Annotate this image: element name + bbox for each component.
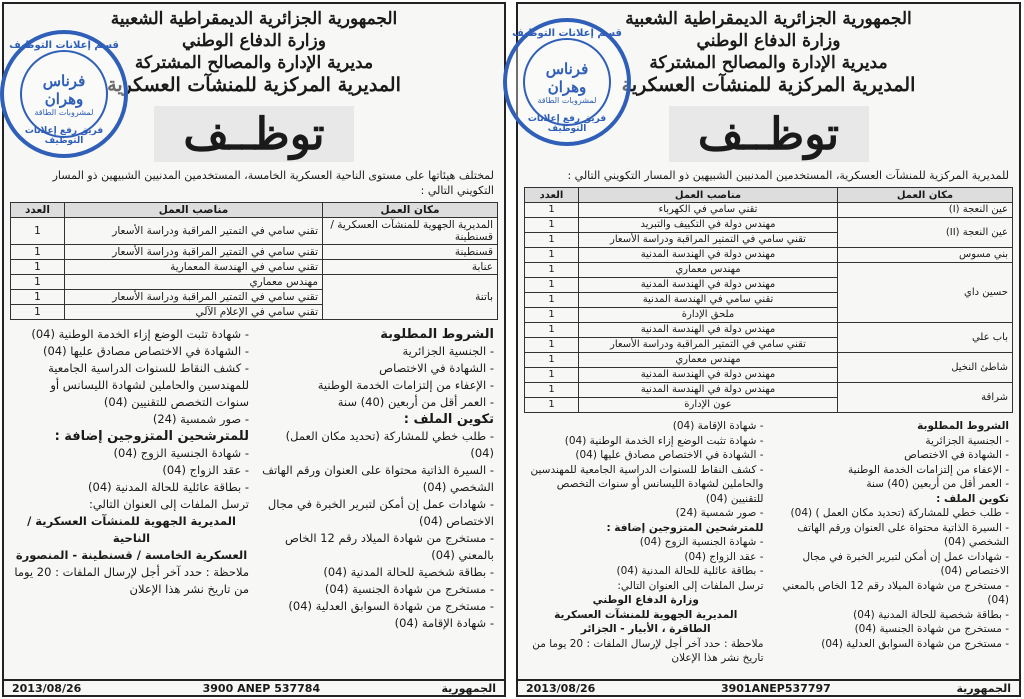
stamp-inner: [20, 50, 108, 138]
cell-count: 1: [11, 290, 65, 305]
table-row: [525, 323, 1013, 338]
cell-job: مهندس دولة في الهندسة المدنية: [579, 278, 838, 293]
cell-job: تقني سامي في التمتير المراقبة ودراسة الأسعار: [579, 338, 838, 353]
table-row: [525, 218, 1013, 233]
cell-location: باتنة: [323, 275, 498, 320]
condition-item: - الجنسية الجزائرية: [402, 344, 494, 358]
cell-count: 1: [525, 263, 579, 278]
ministry-line: وزارة الدفاع الوطني: [182, 31, 326, 51]
cell-location: عين النعجة (II): [838, 218, 1013, 248]
requirements-column-1: [774, 419, 1010, 666]
positions-table: [524, 187, 1013, 413]
cell-count: 1: [525, 248, 579, 263]
send-line: ترسل الملفات إلى العنوان التالي:: [88, 497, 249, 511]
married-item: - شهادة الجنسية الزوج (04): [113, 446, 249, 460]
footer-date: 2013/08/26: [12, 681, 82, 695]
cell-count: 1: [525, 338, 579, 353]
central-directorate-line: المديرية المركزية للمنشآت العسكرية: [621, 74, 916, 96]
file-item: - بطاقة شخصية للحالة المدنية (04): [853, 608, 1009, 621]
table-header-row: [11, 203, 498, 218]
table-row: [525, 383, 1013, 398]
cell-count: 1: [11, 275, 65, 290]
file-item: - شهادات عمل إن أمكن لتبرير الخبرة في مجال الاختصاص (04): [802, 550, 1009, 577]
file-item: - صور شمسية (24): [675, 507, 764, 519]
married-item: - بطاقة عائلية للحالة المدنية (04): [616, 565, 764, 577]
stamp-subtitle: لمشروبات الطاقة: [34, 107, 94, 117]
cell-job: مهندس دولة في التكييف والتبريد: [579, 218, 838, 233]
married-item: - شهادة الجنسية الزوج (04): [639, 536, 764, 548]
cell-location: المديرية الجهوية للمنشآت العسكرية / قسنطينة: [323, 218, 498, 245]
cell-location: عنابة: [323, 260, 498, 275]
table-row: [11, 218, 498, 245]
cell-count: 1: [525, 398, 579, 413]
intro-text: لمختلف هيئاتها على مستوى الناحية العسكرية الخامسة، المستخدمين المدنيين الشبيهين ذو المسار التكويني التالي :: [52, 169, 494, 197]
file-item: - مستخرج من شهادة الميلاد رقم 12 الخاص بالمعني (04): [782, 579, 1009, 606]
requirements-column-2: [528, 419, 764, 666]
watermark-stamp: [503, 18, 631, 146]
header-jobs: مناصب العمل: [579, 188, 838, 203]
table-row: [11, 275, 498, 290]
cell-location: شاطئ النخيل: [838, 353, 1013, 383]
cell-count: 1: [11, 245, 65, 260]
condition-item: - الإعفاء من إلتزامات الخدمة الوطنية: [848, 463, 1009, 476]
cell-location: باب علي: [838, 323, 1013, 353]
married-item: - عقد الزواج (04): [684, 550, 764, 563]
table-row: [525, 353, 1013, 368]
hire-title: توظــف: [669, 106, 869, 162]
file-title: تكوين الملف :: [403, 412, 494, 427]
cell-location: عين النعجة (I): [838, 203, 1013, 218]
file-title: تكوين الملف :: [936, 492, 1009, 505]
address-line: العسكرية الخامسة / قسنطينة - المنصورة: [15, 548, 248, 562]
cell-count: 1: [525, 368, 579, 383]
file-item: - شهادة الإقامة (04): [394, 616, 494, 630]
file-item: - كشف النقاط للسنوات الدراسية الجامعية للمهندسين والحاملين لشهادة الليسانس أو سنوات التخصص للتقنيين (04): [48, 361, 249, 409]
stamp-inner: [523, 38, 611, 126]
cell-count: 1: [525, 383, 579, 398]
file-item: - طلب خطي للمشاركة (تحديد مكان العمل ) (04): [790, 507, 1009, 519]
stamp-subtitle: لمشروبات الطاقة: [537, 95, 597, 105]
central-directorate-line: المديرية المركزية للمنشآت العسكرية: [107, 74, 401, 96]
header-jobs: مناصب العمل: [65, 203, 323, 218]
condition-item: - الشهادة في الاختصاص: [379, 361, 494, 375]
table-header-row: [525, 188, 1013, 203]
footer-reference: 3901ANEP537797: [720, 681, 831, 695]
cell-job: تقني سامي في الإعلام الآلي: [65, 305, 323, 320]
file-item: - مستخرج من شهادة الجنسية (04): [324, 582, 494, 596]
table-row: [525, 248, 1013, 263]
condition-item: - الجنسية الجزائرية: [925, 434, 1009, 447]
condition-item: - الشهادة في الاختصاص: [904, 449, 1009, 461]
cell-count: 1: [525, 353, 579, 368]
file-item: - مستخرج من شهادة السوابق العدلية (04): [821, 637, 1009, 650]
address-line: المديرية الجهوية للمنشآت العسكرية: [554, 608, 738, 621]
address-line: الناحية: [112, 531, 151, 545]
cell-count: 1: [525, 233, 579, 248]
file-item: - شهادة تثبت الوضع إزاء الخدمة الوطنية (04): [31, 327, 249, 341]
address-line: الطاقرة ، الأبيار - الجزائر: [580, 623, 711, 635]
directorate-line: مديرية الإدارة والمصالح المشتركة: [649, 53, 888, 73]
file-item: - بطاقة شخصية للحالة المدنية (04): [323, 565, 494, 579]
cell-job: تقني سامي في الهندسة المعمارية: [65, 260, 323, 275]
file-item: - شهادات عمل إن أمكن لتبرير الخبرة في مجال الاختصاص (04): [267, 497, 494, 528]
file-item: - السيرة الذاتية محتواة على العنوان ورقم الهاتف الشخصي (04): [797, 521, 1009, 548]
condition-item: - العمر أقل من أربعين (40) سنة: [866, 478, 1009, 490]
file-item: - الشهادة في الاختصاص مصادق عليها (04): [575, 449, 764, 461]
header-location: مكان العمل: [838, 188, 1013, 203]
cell-count: 1: [525, 203, 579, 218]
cell-count: 1: [11, 260, 65, 275]
married-item: - بطاقة عائلية للحالة المدنية (04): [88, 480, 249, 494]
stamp-ring-bottom: فريق رفع إعلانات التوظيف: [527, 114, 607, 134]
republic-line: الجمهورية الجزائرية الديمقراطية الشعبية: [110, 9, 398, 29]
file-item: - شهادة الإقامة (04): [672, 420, 764, 432]
cell-job: تقني سامي في التمتير المراقبة ودراسة الأسعار: [65, 218, 323, 245]
cell-location: قسنطينة: [323, 245, 498, 260]
file-item: - الشهادة في الاختصاص مصادق عليها (04): [42, 344, 249, 358]
condition-item: - العمر أقل من أربعين (40) سنة: [337, 395, 494, 409]
requirements-section: [4, 320, 504, 632]
address-line: وزارة الدفاع الوطني: [592, 594, 699, 606]
stamp-ring-bottom: فريق رفع إعلانات التوظيف: [24, 126, 104, 146]
cell-count: 1: [11, 305, 65, 320]
intro-text: للمديرية المركزية للمنشآت العسكرية، المستخدمين المدنيين الشبيهين ذو المسار التكويني التالي :: [567, 169, 1009, 182]
condition-item: - الإعفاء من إلتزامات الخدمة الوطنية: [317, 378, 494, 392]
cell-job: ملحق الإدارة: [579, 308, 838, 323]
requirements-column-2: [14, 326, 249, 632]
cell-job: تقني سامي في الكهرباء: [579, 203, 838, 218]
conditions-title: الشروط المطلوبة: [380, 327, 494, 342]
cell-job: مهندس دولة في الهندسة المدنية: [579, 368, 838, 383]
file-item: - كشف النقاط للسنوات الدراسية الجامعية للمهندسين والحاملين لشهادة الليسانس أو سنوات التخصص للتقنيين (04): [530, 463, 764, 505]
table-row: [525, 203, 1013, 218]
conditions-title: الشروط المطلوبة: [917, 420, 1009, 432]
header-count: العدد: [525, 188, 579, 203]
cell-location: بني مسوس: [838, 248, 1013, 263]
republic-line: الجمهورية الجزائرية الديمقراطية الشعبية: [625, 9, 912, 29]
send-line: ترسل الملفات إلى العنوان التالي:: [617, 579, 764, 592]
hire-title: توظــف: [154, 106, 354, 162]
footer-publisher: الجمهورية: [441, 681, 496, 695]
cell-job: تقني سامي في التمتير المراقبة ودراسة الأسعار: [65, 290, 323, 305]
directorate-line: مديرية الإدارة والمصالح المشتركة: [134, 53, 374, 73]
married-title: للمترشحين المتزوجين إضافة :: [606, 521, 764, 534]
file-item: - مستخرج من شهادة الميلاد رقم 12 الخاص بالمعني (04): [285, 531, 494, 562]
requirements-column-1: [259, 326, 494, 632]
footer-publisher: الجمهورية: [956, 681, 1011, 695]
header-count: العدد: [11, 203, 65, 218]
cell-job: مهندس دولة في الهندسة المدنية: [579, 248, 838, 263]
ad-footer: [4, 679, 504, 695]
watermark-stamp: [0, 30, 128, 158]
cell-job: تقني سامي في الهندسة المدنية: [579, 293, 838, 308]
ministry-line: وزارة الدفاع الوطني: [696, 31, 841, 51]
ad-footer: [518, 679, 1019, 695]
address-line: المديرية الجهوية للمنشآت العسكرية /: [27, 514, 236, 528]
table-row: [525, 263, 1013, 278]
cell-job: تقني سامي في التمتير المراقبة ودراسة الأسعار: [579, 233, 838, 248]
cell-count: 1: [525, 308, 579, 323]
footer-date: 2013/08/26: [526, 681, 596, 695]
file-item: - شهادة تثبت الوضع إزاء الخدمة الوطنية (04): [564, 434, 764, 447]
cell-location: حسين داي: [838, 263, 1013, 323]
footer-reference: 3900 ANEP 537784: [202, 681, 321, 695]
file-item: - صور شمسية (24): [152, 412, 249, 426]
married-item: - عقد الزواج (04): [162, 463, 249, 477]
cell-job: عون الإدارة: [579, 398, 838, 413]
header-location: مكان العمل: [323, 203, 498, 218]
stamp-name: فرناس وهران: [42, 71, 86, 108]
file-item: - مستخرج من شهادة السوابق العدلية (04): [288, 599, 494, 613]
married-title: للمترشحين المتزوجين إضافة :: [54, 429, 249, 444]
stamp-ring-top: قسم إعلانات التوظيف: [9, 40, 119, 51]
file-item: - السيرة الذاتية محتواة على العنوان ورقم الهاتف الشخصي (04): [262, 463, 494, 494]
cell-job: تقني سامي في التمتير المراقبة ودراسة الأسعار: [65, 245, 323, 260]
cell-job: مهندس دولة في الهندسة المدنية: [579, 323, 838, 338]
cell-count: 1: [525, 218, 579, 233]
cell-location: شراقة: [838, 383, 1013, 413]
stamp-name: فرناس وهران: [545, 59, 589, 96]
deadline-note: ملاحظة : حدد آخر أجل لإرسال الملفات : 20 يوما من تاريخ نشر هذا الإعلان: [532, 637, 764, 664]
stamp-ring-top: قسم إعلانات التوظيف: [512, 28, 622, 39]
requirements-section: [518, 413, 1019, 666]
cell-job: مهندس دولة في الهندسة المدنية: [579, 383, 838, 398]
cell-job: مهندس معماري: [579, 263, 838, 278]
cell-count: 1: [525, 323, 579, 338]
positions-table: [10, 202, 498, 320]
cell-count: 1: [525, 293, 579, 308]
table-row: [11, 260, 498, 275]
file-item: - مستخرج من شهادة الجنسية (04): [854, 623, 1009, 635]
cell-count: 1: [11, 218, 65, 245]
table-row: [11, 245, 498, 260]
cell-count: 1: [525, 278, 579, 293]
file-item: - طلب خطي للمشاركة (تحديد مكان العمل) (04): [285, 429, 494, 460]
cell-job: مهندس معماري: [579, 353, 838, 368]
cell-job: مهندس معماري: [65, 275, 323, 290]
deadline-note: ملاحظة : حدد آخر أجل لإرسال الملفات : 20 يوما من تاريخ نشر هذا الإعلان: [14, 565, 249, 596]
